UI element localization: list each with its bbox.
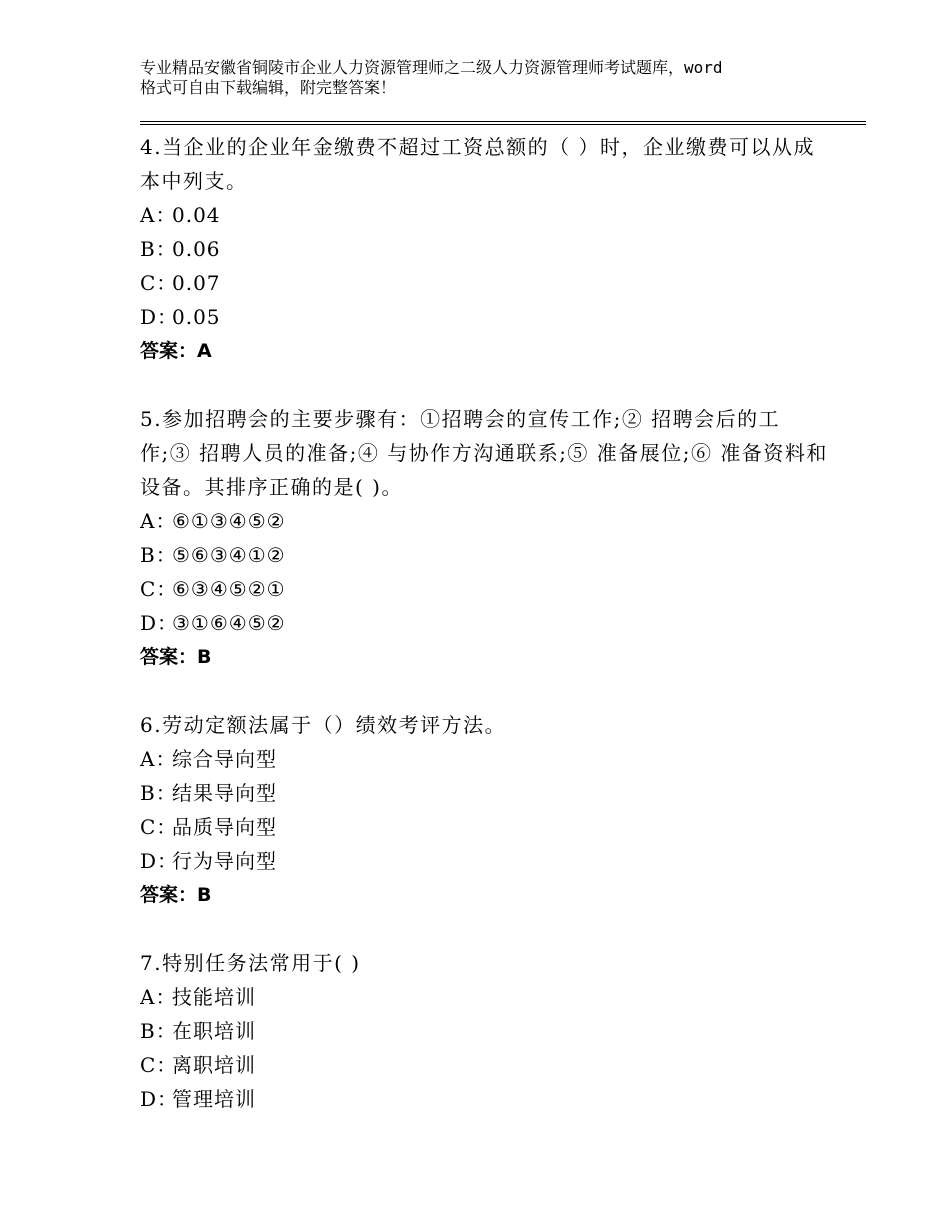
- option-d: [140, 1082, 830, 1116]
- option-c: [140, 1048, 830, 1082]
- question-text: 6.劳动定额法属于（）绩效考评方法。: [140, 713, 507, 737]
- option-label: A：: [140, 985, 177, 1009]
- question-text: 7.特别任务法常用于( ): [140, 951, 361, 975]
- option-d: [140, 300, 830, 334]
- option-label: A：: [140, 747, 177, 771]
- option-label: B：: [140, 1019, 177, 1043]
- option-text: 0.07: [172, 271, 221, 295]
- option-text: 离职培训: [172, 1053, 256, 1077]
- option-text: 在职培训: [172, 1019, 256, 1043]
- option-label: D：: [140, 849, 179, 873]
- header-divider-top: [140, 121, 866, 122]
- option-a: [140, 742, 830, 776]
- option-text: 行为导向型: [172, 849, 277, 873]
- question-7: [140, 946, 830, 1116]
- question-5: [140, 402, 830, 674]
- option-label: C：: [140, 815, 178, 839]
- option-c: [140, 810, 830, 844]
- option-b: [140, 1014, 830, 1048]
- option-label: C：: [140, 1053, 178, 1077]
- question-text: 4.当企业的企业年金缴费不超过工资总额的（ ）时，企业缴费可以从成本中列支。: [140, 135, 815, 193]
- question-4: [140, 130, 830, 368]
- option-label: C：: [140, 577, 178, 601]
- option-text: 结果导向型: [172, 781, 277, 805]
- option-c: [140, 266, 830, 300]
- answer: 答案：B: [140, 884, 212, 906]
- answer: 答案：A: [140, 340, 212, 362]
- option-d: [140, 844, 830, 878]
- spacer: [140, 912, 830, 946]
- option-a: [140, 980, 830, 1014]
- option-label: D：: [140, 611, 179, 635]
- option-text: ⑥①③④⑤②: [172, 509, 286, 533]
- option-text: 0.04: [172, 203, 221, 227]
- header-line-2: 格式可自由下载编辑，附完整答案！: [140, 78, 397, 97]
- document-header: [140, 58, 840, 98]
- option-a: [140, 198, 830, 232]
- question-text: 5.参加招聘会的主要步骤有：①招聘会的宣传工作;② 招聘会后的工作;③ 招聘人员的准备;④ 与协作方沟通联系;⑤ 准备展位;⑥ 准备资料和设备。其排序正确的是( )。: [140, 407, 828, 499]
- option-label: B：: [140, 237, 177, 261]
- header-line-1: 专业精品安徽省铜陵市企业人力资源管理师之二级人力资源管理师考试题库，word: [140, 58, 723, 77]
- option-text: 综合导向型: [172, 747, 277, 771]
- option-text: 技能培训: [172, 985, 256, 1009]
- option-text: ⑥③④⑤②①: [172, 577, 286, 601]
- spacer: [140, 674, 830, 708]
- option-label: C：: [140, 271, 178, 295]
- option-label: A：: [140, 509, 177, 533]
- option-b: [140, 776, 830, 810]
- answer: 答案：B: [140, 646, 212, 668]
- spacer: [140, 368, 830, 402]
- option-label: B：: [140, 781, 177, 805]
- question-6: [140, 708, 830, 912]
- option-b: [140, 538, 830, 572]
- option-text: ③①⑥④⑤②: [172, 611, 286, 635]
- option-b: [140, 232, 830, 266]
- header-divider-bottom: [140, 124, 866, 125]
- option-d: [140, 606, 830, 640]
- option-c: [140, 572, 830, 606]
- option-text: 0.05: [172, 305, 221, 329]
- option-label: D：: [140, 1087, 179, 1111]
- option-text: ⑤⑥③④①②: [172, 543, 286, 567]
- question-list: [140, 130, 830, 1116]
- option-a: [140, 504, 830, 538]
- option-label: A：: [140, 203, 177, 227]
- option-text: 管理培训: [172, 1087, 256, 1111]
- option-label: D：: [140, 305, 179, 329]
- option-label: B：: [140, 543, 177, 567]
- option-text: 0.06: [172, 237, 221, 261]
- option-text: 品质导向型: [172, 815, 277, 839]
